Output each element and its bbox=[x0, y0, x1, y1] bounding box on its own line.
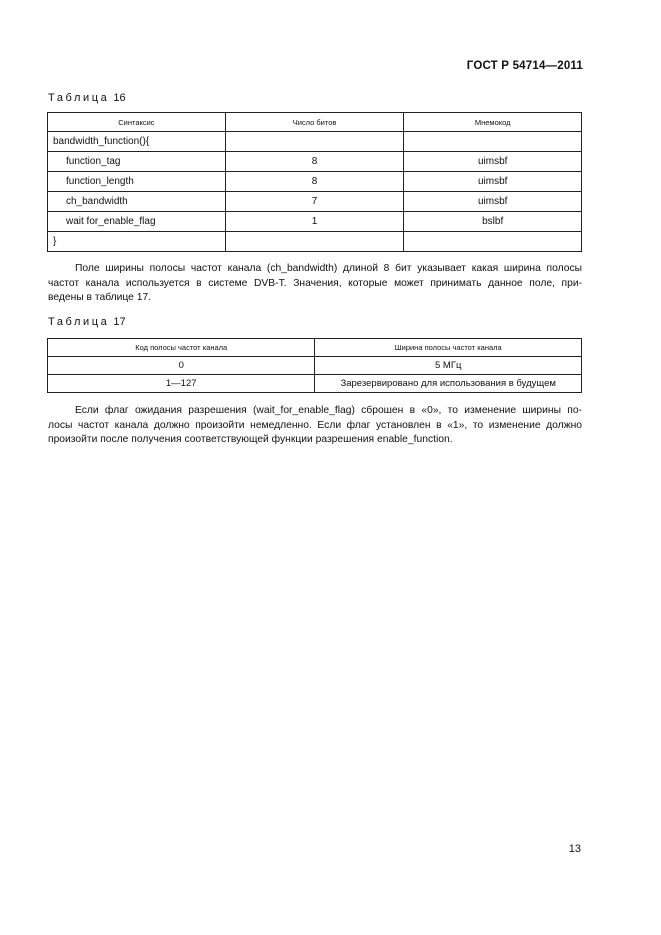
column-header-channel-code: Код полосы частот канала bbox=[48, 339, 315, 357]
table-17-caption-number: 17 bbox=[113, 316, 126, 328]
table-17 bbox=[47, 338, 582, 393]
paragraph-line: Если флаг ожидания разрешения (wait_for_enable_flag) сброшен в «0», то изменение ширины по- bbox=[75, 405, 582, 416]
bits-cell bbox=[225, 132, 404, 152]
mnemonic-cell: uimsbf bbox=[404, 192, 582, 212]
code-cell: 1—127 bbox=[48, 375, 315, 393]
table-17-caption-word: Таблица bbox=[48, 316, 110, 328]
table-16-caption bbox=[48, 92, 126, 104]
paragraph-line: лосы частот канала должно произойти немедленно. Если флаг установлен в «1», то изменение должно bbox=[48, 419, 582, 431]
table-row bbox=[48, 192, 582, 212]
code-cell: 0 bbox=[48, 357, 315, 375]
table-header-row bbox=[48, 339, 582, 357]
bits-cell bbox=[225, 232, 404, 252]
bits-cell: 7 bbox=[225, 192, 404, 212]
paragraph-line: Поле ширины полосы частот канала (ch_bandwidth) длиной 8 бит указывает какая ширина полосы bbox=[75, 263, 582, 274]
column-header-syntax: Синтаксис bbox=[48, 113, 226, 132]
table-row bbox=[48, 232, 582, 252]
table-16-caption-number: 16 bbox=[113, 92, 126, 104]
table-row bbox=[48, 132, 582, 152]
paragraph-wait-flag bbox=[48, 404, 582, 448]
syntax-cell: function_length bbox=[48, 172, 226, 192]
table-16-caption-word: Таблица bbox=[48, 92, 110, 104]
paragraph-line: произойти после получения соответствующей функции разрешения enable_function. bbox=[48, 434, 453, 445]
width-cell: 5 МГц bbox=[315, 357, 582, 375]
syntax-cell: function_tag bbox=[48, 152, 226, 172]
mnemonic-cell: uimsbf bbox=[404, 172, 582, 192]
syntax-cell: ch_bandwidth bbox=[48, 192, 226, 212]
paragraph-bandwidth-field bbox=[48, 262, 582, 306]
table-row bbox=[48, 212, 582, 232]
width-cell: Зарезервировано для использования в будущем bbox=[315, 375, 582, 393]
syntax-cell: } bbox=[48, 232, 226, 252]
bits-cell: 8 bbox=[225, 172, 404, 192]
column-header-mnemonic: Мнемокод bbox=[404, 113, 582, 132]
column-header-channel-width: Ширина полосы частот канала bbox=[315, 339, 582, 357]
table-header-row bbox=[48, 113, 582, 132]
mnemonic-cell: bslbf bbox=[404, 212, 582, 232]
bits-cell: 1 bbox=[225, 212, 404, 232]
table-row bbox=[48, 357, 582, 375]
column-header-bits: Число битов bbox=[225, 113, 404, 132]
syntax-cell: bandwidth_function(){ bbox=[48, 132, 226, 152]
mnemonic-cell bbox=[404, 232, 582, 252]
mnemonic-cell bbox=[404, 132, 582, 152]
paragraph-line: ведены в таблице 17. bbox=[48, 292, 152, 303]
paragraph-line: частот канала используется в системе DVB-T. Значения, которые может принимать данное поле, при- bbox=[48, 277, 582, 289]
table-row bbox=[48, 375, 582, 393]
page-number: 13 bbox=[568, 843, 581, 855]
bits-cell: 8 bbox=[225, 152, 404, 172]
table-17-caption bbox=[48, 316, 126, 328]
table-16 bbox=[47, 112, 582, 252]
document-standard-number: ГОСТ Р 54714—2011 bbox=[466, 60, 583, 72]
table-row bbox=[48, 152, 582, 172]
table-row bbox=[48, 172, 582, 192]
syntax-cell: wait for_enable_flag bbox=[48, 212, 226, 232]
mnemonic-cell: uimsbf bbox=[404, 152, 582, 172]
